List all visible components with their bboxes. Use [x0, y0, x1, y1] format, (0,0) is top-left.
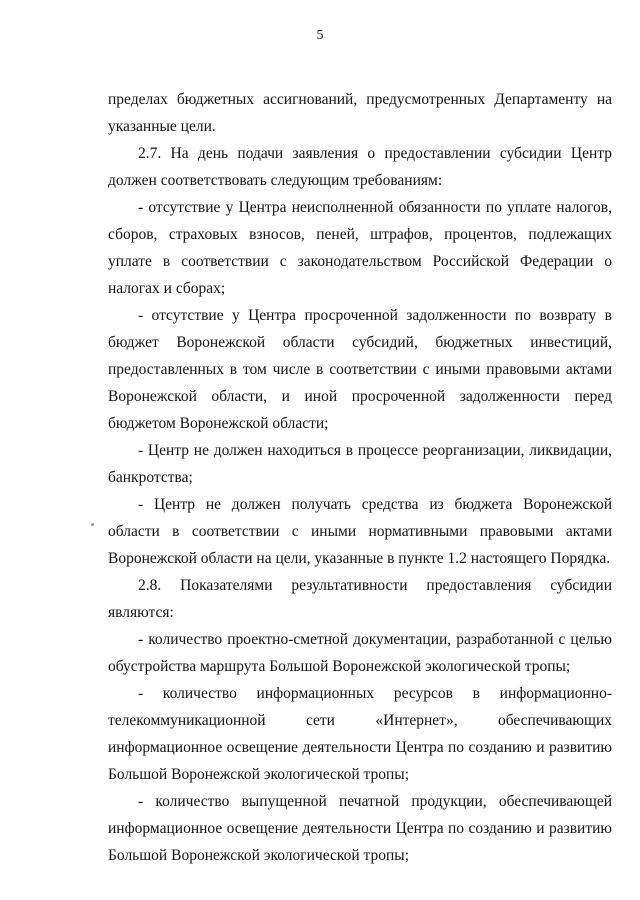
- list-item-no-tax-debt: - отсутствие у Центра неисполненной обязанности по уплате налогов, сборов, страховых взносов, пеней, штрафов, процентов, подлежащих уплате в соответствии с законодательством Российской Федерации о налогах и сборах;: [108, 199, 612, 297]
- paragraph-2-7: 2.7. На день подачи заявления о предоставлении субсидии Центр должен соответствовать следующим требованиям:: [108, 145, 612, 189]
- list-item-printed-products: - количество выпущенной печатной продукции, обеспечивающей информационное освещение деятельности Центра по созданию и развитию Большой Воронежской экологической тропы;: [108, 793, 612, 864]
- page-number: 5: [316, 28, 324, 43]
- list-item-no-overdue-debt: - отсутствие у Центра просроченной задолженности по возврату в бюджет Воронежской области субсидий, бюджетных инвестиций, предоставленных в том числе в соответствии с иными правовыми актами Воронежской области, и иной просроченной задолженности перед бюджетом Воронежской области;: [108, 307, 612, 432]
- paragraph-2-8: 2.8. Показателями результативности предоставления субсидии являются:: [108, 577, 612, 621]
- list-item-no-reorganization: - Центр не должен находиться в процессе реорганизации, ликвидации, банкротства;: [108, 442, 612, 486]
- paragraph-continuation: пределах бюджетных ассигнований, предусмотренных Департаменту на указанные цели.: [108, 91, 612, 135]
- list-item-design-documentation: - количество проектно-сметной документации, разработанной с целью обустройства маршрута Большой Воронежской экологической тропы;: [108, 631, 612, 675]
- list-item-internet-resources: - количество информационных ресурсов в информационно-телекоммуникационной сети «Интернет», обеспечивающих информационное освещение деятельности Центра по созданию и развитию Большой Воронежской экологической тропы;: [108, 685, 612, 783]
- scan-mark: [91, 523, 94, 526]
- body-text: [108, 86, 612, 869]
- list-item-no-other-funds: - Центр не должен получать средства из бюджета Воронежской области в соответствии с иными нормативными правовыми актами Воронежской области на цели, указанные в пункте 1.2 настоящего Порядка.: [108, 496, 612, 567]
